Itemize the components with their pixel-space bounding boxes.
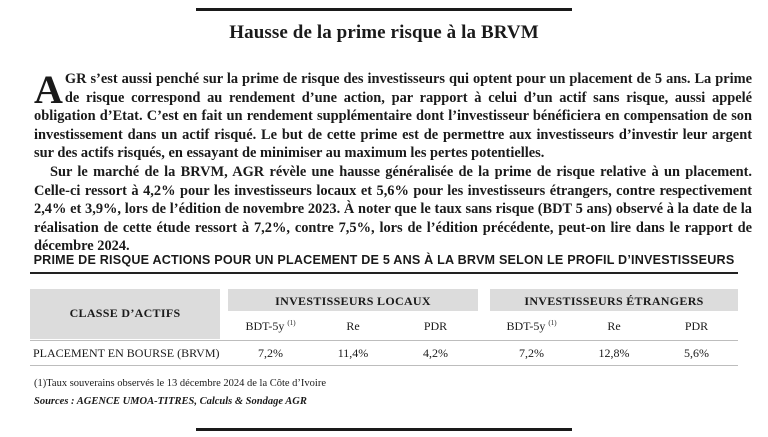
bottom-rule: [196, 428, 572, 431]
local-sub-pdr: PDR: [423, 319, 448, 333]
local-pdr-value: 4,2%: [423, 346, 448, 360]
top-rule: [196, 8, 572, 11]
table-row-label: PLACEMENT EN BOURSE (BRVM): [33, 346, 220, 360]
local-sub-bdt: [228, 319, 313, 334]
table-sources: Sources : AGENCE UMOA-TITRES, Calculs & Sondage AGR: [34, 396, 307, 407]
table-bottom-divider: [30, 365, 738, 366]
local-bdt-value: 7,2%: [258, 346, 283, 360]
table-title: PRIME DE RISQUE ACTIONS POUR UN PLACEMENT DE 5 ANS À LA BRVM SELON LE PROFIL D’INVESTISSEURS: [33, 253, 735, 267]
local-re-value: 11,4%: [337, 346, 369, 360]
local-sub-bdt-footnote-ref: (1): [287, 319, 296, 327]
table-footnote: (1)Taux souverains observés le 13 décembre 2024 de la Côte d’Ivoire: [34, 378, 327, 389]
foreign-sub-re: Re: [607, 319, 621, 333]
foreign-re-value: 12,8%: [598, 346, 630, 360]
table-header-divider: [30, 340, 738, 341]
foreign-sub-pdr: PDR: [684, 319, 709, 333]
article-paragraph-2: Sur le marché de la BRVM, AGR révèle une hausse généralisée de la prime de risque relative à un placement. Celle-ci ressort à 4,2% pour les investisseurs locaux et 5,6% pour les investisseurs étrangers, contre respectivement 2,4% et 3,9%, lors de l’édition de novembre 2023. À noter que le taux sans risque (BDT 5 ans) observé à la date de la réalisation de cette étude ressort à 7,2%, contre 7,5%, lors de l’édition précédente, peut-on lire dans le rapport de décembre 2024.: [34, 163, 752, 255]
article-headline: Hausse de la prime risque à la BRVM: [229, 22, 539, 43]
article-paragraph-1: [34, 67, 752, 163]
foreign-sub-bdt-footnote-ref: (1): [548, 319, 557, 327]
foreign-sub-bdt-label: BDT-5y: [506, 319, 546, 333]
paragraph-1-text: GR s’est aussi penché sur la prime de risque des investisseurs qui optent pour un placement de 5 ans. La prime de risque correspond au rendement d’une action, par rapport à celui d’un actif sans risque, aussi appelé obligation d’Etat. C’est en fait un rendement supplémentaire dont l’investisseur bénéficiera en compensation de son investissement dans un actif risqué. Le but de cette prime est de permettre aux investisseurs d’investir leur argent sur des actifs risqués, en essayant de minimiser au maximum les pertes potentielles.: [34, 71, 752, 162]
foreign-group-header: INVESTISSEURS ÉTRANGERS: [524, 294, 704, 308]
local-sub-re: Re: [346, 319, 360, 333]
local-sub-bdt-label: BDT-5y: [245, 319, 285, 333]
drop-cap: A: [34, 67, 63, 112]
foreign-pdr-value: 5,6%: [684, 346, 709, 360]
foreign-sub-bdt: [490, 319, 573, 334]
class-header-label: CLASSE D’ACTIFS: [69, 306, 181, 320]
local-group-header: INVESTISSEURS LOCAUX: [275, 294, 431, 308]
article-body: [34, 67, 752, 256]
table-title-rule: [30, 272, 738, 274]
foreign-bdt-value: 7,2%: [519, 346, 544, 360]
